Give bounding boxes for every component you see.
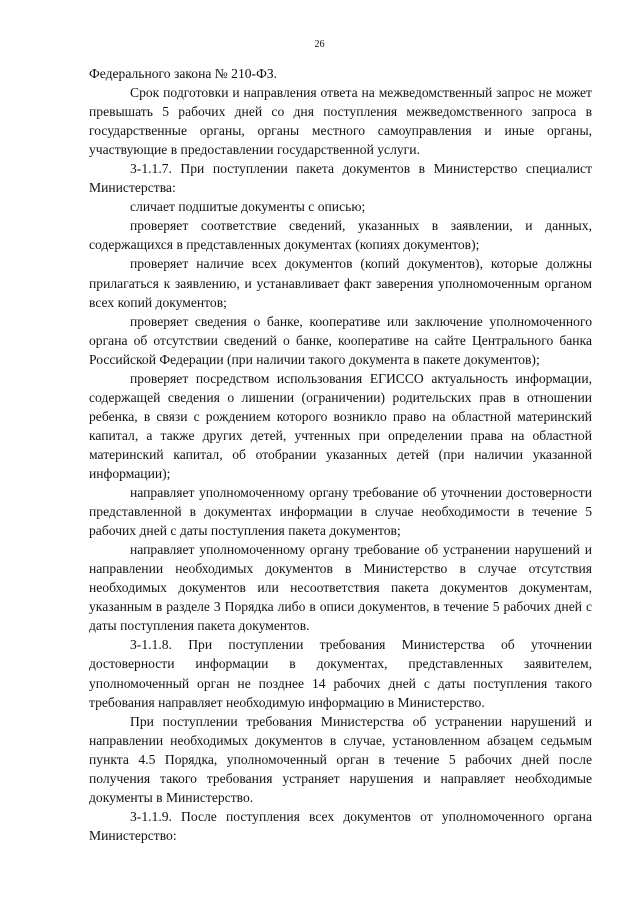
paragraph: Срок подготовки и направления ответа на межведомственный запрос не может превышать 5 рабочих дней со дня поступления межведомственного запроса в государственные органы, органы местного самоуправления и иные органы, участвующие в предоставлении государственной услуги.	[89, 85, 592, 158]
paragraph: сличает подшитые документы с описью;	[130, 199, 366, 215]
paragraph: проверяет наличие всех документов (копий документов), которые должны прилагаться к заявлению, и устанавливает факт заверения уполномоченным органом всех копий документов;	[89, 256, 592, 310]
page-number: 26	[314, 39, 325, 50]
paragraph: направляет уполномоченному органу требование об уточнении достоверности представленной в документах информации в случае необходимости в течение 5 рабочих дней с даты поступления пакета документов;	[89, 485, 592, 539]
paragraph: проверяет сведения о банке, кооперативе или заключение уполномоченного органа об отсутствии сведений о банке, кооперативе на сайте Центрального банка Российской Федерации (при наличии такого документа в пакете документов);	[89, 313, 592, 367]
document-body	[89, 64, 592, 845]
paragraph: 3-1.1.8. При поступлении требования Министерства об уточнении достоверности информации в документах, представленных заявителем, уполномоченный орган не позднее 14 рабочих дней с даты поступления такого требования направляет необходимую информацию в Министерство.	[89, 637, 592, 710]
paragraph: Федерального закона № 210-ФЗ.	[89, 66, 278, 81]
paragraph: направляет уполномоченному органу требование об устранении нарушений и направлении необходимых документов в Министерство в случае отсутствия необходимых документов или несоответствия пакета документов документам, указанным в разделе 3 Порядка либо в описи документов, в течение 5 рабочих дней с даты поступления пакета документов.	[89, 542, 592, 634]
paragraph: проверяет соответствие сведений, указанных в заявлении, и данных, содержащихся в представленных документах (копиях документов);	[89, 218, 592, 253]
paragraph: 3-1.1.7. При поступлении пакета документов в Министерство специалист Министерства:	[89, 161, 592, 196]
paragraph: проверяет посредством использования ЕГИССО актуальность информации, содержащей сведения о лишении (ограничении) родительских прав в отношении ребенка, в связи с рождением которого возникло право на областной материнский капитал, а также других детей, учтенных при определении права на областной материнский капитал, об отобрании указанных детей (при наличии указанной информации);	[89, 370, 592, 481]
paragraph: При поступлении требования Министерства об устранении нарушений и направлении необходимых документов в случае, установленном абзацем седьмым пункта 4.5 Порядка, уполномоченный орган в течение 5 рабочих дней после получения такого требования устраняет нарушения и направляет необходимые документы в Министерство.	[89, 713, 592, 805]
paragraph: 3-1.1.9. После поступления всех документов от уполномоченного органа Министерство:	[89, 808, 592, 843]
